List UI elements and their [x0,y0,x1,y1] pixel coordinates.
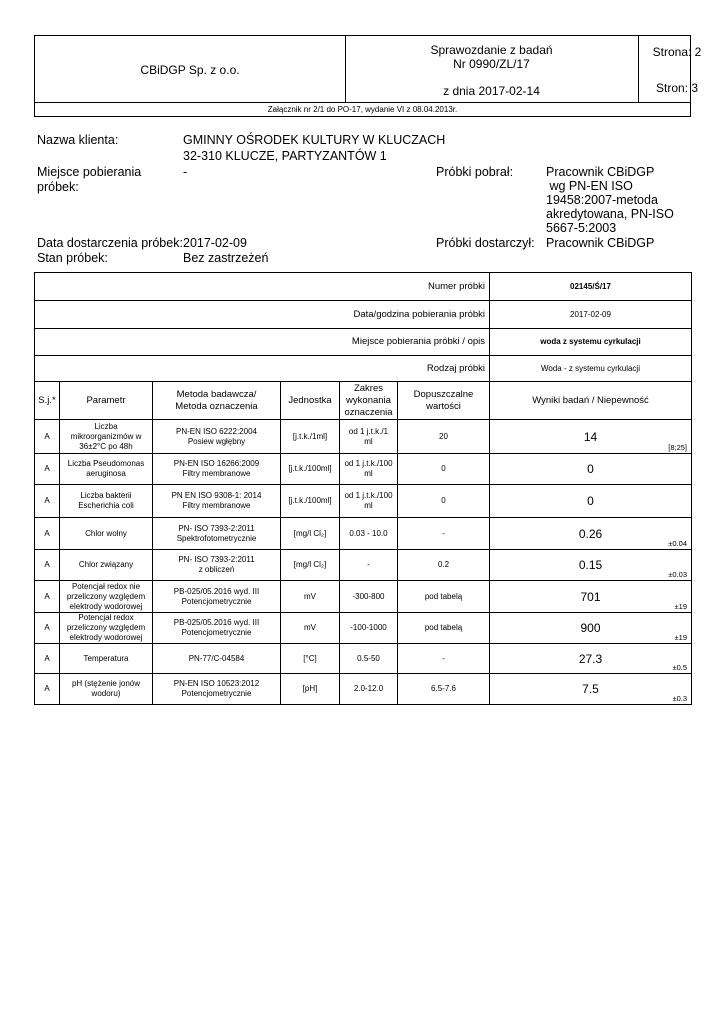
sample-state-label: Stan próbek: [37,251,108,265]
cell-method-line: Potencjometrycznie [181,628,252,637]
cell-range-line: ml [364,469,373,478]
result-uncertainty: ±19 [674,602,687,611]
cell-param-line: pH (stężenie jonów [71,679,141,688]
cell-range-line: ml [364,436,373,446]
cell-sj: A [35,420,60,454]
result-uncertainty: ±0.03 [668,570,687,579]
col-header-sj: S.j.* [35,382,60,420]
cell-method-line: z obliczeń [198,565,235,574]
table-row [35,420,692,454]
cell-method [153,454,281,485]
sample-info-value: Woda - z systemu cyrkulacji [490,356,692,382]
sample-info-label: Rodzaj próbki [35,356,490,382]
sampled-by-line: Pracownik CBiDGP [546,165,655,179]
col-header-range-line: Zakres [353,382,384,394]
result-value: 0.15 [578,558,603,572]
cell-unit: [°C] [281,644,340,674]
cell-result [490,644,692,674]
sampled-by-label: Próbki pobrał: [436,165,514,179]
page-cell [638,36,702,102]
cell-allowed: 0 [398,454,490,485]
cell-method-line: PN- ISO 7393-2:2011 [178,523,255,533]
cell-param-line: Liczba [94,421,118,431]
cell-sj: A [35,674,60,705]
result-uncertainty: ±0.3 [672,694,687,703]
cell-method [153,644,281,674]
cell-param [60,613,153,644]
cell-method-line: PN-EN ISO 6222:2004 [176,426,257,436]
sampling-place-label-1: Miejsce pobierania [37,165,142,179]
cell-method-line: Potencjometrycznie [181,596,252,606]
cell-unit: [j.t.k./100ml] [281,454,340,485]
table-row [35,613,692,644]
cell-result [490,518,692,550]
cell-method-line: Filtry membranowe [182,501,251,510]
client-name-line2: 32-310 KLUCZE, PARTYZANTÓW 1 [183,149,387,163]
cell-param-line: Potencjał redox [78,613,134,622]
cell-allowed: - [398,518,490,550]
cell-allowed: 0.2 [398,550,490,581]
sample-info-row [35,356,692,382]
cell-method-line: PN-EN ISO 16266:2009 [173,459,260,468]
sample-info-row [35,329,692,356]
col-header-param: Parametr [60,382,153,420]
cell-range [340,485,398,518]
cell-range-line: -300-800 [352,591,385,601]
cell-result [490,485,692,518]
cell-result [490,581,692,613]
report-date: z dnia 2017-02-14 [443,84,540,98]
result-uncertainty: ±19 [674,633,687,642]
cell-method [153,420,281,454]
annex-note: Załącznik nr 2/1 do PO-17, wydanie VI z 08.04.2013r. [35,102,690,117]
cell-allowed: 6.5-7.6 [398,674,490,705]
cell-range-line: ml [364,501,373,510]
company-cell [35,36,346,102]
cell-method-line: Filtry membranowe [182,469,251,478]
cell-range [340,613,398,644]
sample-state-value: Bez zastrzeżeń [183,251,269,265]
company-name: CBiDGP Sp. z o.o. [140,63,240,77]
report-info-cell [345,36,639,102]
cell-param-line: mikroorganizmów w [70,431,142,441]
delivered-by-label: Próbki dostarczył: [436,236,535,250]
col-header-unit: Jednostka [281,382,340,420]
cell-sj: A [35,550,60,581]
result-uncertainty: ±0.04 [668,539,687,548]
table-row [35,674,692,705]
cell-param-line: Chlor związany [78,560,134,569]
table-row [35,518,692,550]
cell-result [490,420,692,454]
result-value: 0 [587,462,594,476]
cell-method-line: PN-EN ISO 10523:2012 [173,679,260,688]
cell-param [60,674,153,705]
table-row [35,644,692,674]
sample-info-value: 2017-02-09 [490,301,692,329]
cell-sj: A [35,454,60,485]
cell-param-line: Temperatura [83,653,129,663]
cell-param-line: przeliczony względem [66,623,146,632]
cell-param [60,420,153,454]
cell-result [490,550,692,581]
result-value: 900 [580,621,601,635]
cell-sj: A [35,518,60,550]
cell-method-line: PB-025/05.2016 wyd. III [173,618,260,627]
cell-param-line: aeruginosa [86,469,126,478]
cell-method-line: Spektrofotometrycznie [176,533,257,543]
cell-result [490,674,692,705]
sampling-place-value: - [183,165,188,179]
cell-param [60,550,153,581]
result-value: 0.26 [578,526,603,541]
sampled-by-line: 5667-5:2003 [546,221,617,235]
cell-sj: A [35,485,60,518]
result-value: 0 [587,494,594,508]
cell-param-line: przeliczony względem [66,591,146,601]
sampled-by-line: akredytowana, PN-ISO [546,207,674,221]
sample-info-row [35,301,692,329]
cell-allowed: 0 [398,485,490,518]
cell-param-line: Chlor wolny [85,528,127,538]
delivery-date-value: 2017-02-09 [183,236,247,250]
col-header-allowed-line: Dopuszczalne [413,388,474,400]
col-header-method-line: Metoda oznaczenia [175,400,258,412]
cell-range [340,454,398,485]
cell-allowed: 20 [398,420,490,454]
cell-param-line: elektrody wodorowej [69,633,143,642]
sample-info-row [35,273,692,301]
cell-param-line: elektrody wodorowej [69,601,143,611]
pages-total: Stron: 3 [655,81,699,95]
report-header [34,35,702,117]
cell-unit: [j.t.k./100ml] [281,485,340,518]
cell-unit: [pH] [281,674,340,705]
cell-param-line: Liczba bakterii [80,491,132,500]
client-name-line1: GMINNY OŚRODEK KULTURY W KLUCZACH [183,133,446,147]
col-header-method-line: Metoda badawcza/ [176,388,257,400]
cell-method-line: PB-025/05.2016 wyd. III [173,586,260,596]
cell-param [60,454,153,485]
sample-info-label: Data/godzina pobierania próbki [35,301,490,329]
cell-param [60,485,153,518]
col-header-allowed-line: wartości [426,400,461,412]
cell-method [153,674,281,705]
cell-method-line: PN EN ISO 9308-1: 2014 [171,491,262,500]
cell-method [153,581,281,613]
sampling-place-label-2: próbek: [37,180,79,194]
table-row [35,581,692,613]
cell-method [153,613,281,644]
cell-param [60,581,153,613]
col-header-range-line: oznaczenia [344,406,393,418]
cell-method-line: PN- ISO 7393-2:2011 [178,555,255,564]
cell-unit: [j.t.k./1ml] [281,420,340,454]
cell-param [60,518,153,550]
sample-info-value: woda z systemu cyrkulacji [490,329,692,356]
results-table [34,272,692,705]
cell-param-line: 36±2°C po 48h [79,441,133,451]
cell-param-line: Potencjał redox nie [71,581,141,591]
result-uncertainty: [8;25] [668,443,687,452]
col-header-range-line: wykonania [346,394,391,406]
cell-allowed: pod tabelą [398,581,490,613]
cell-param-line: Escherichia coli [78,501,134,510]
cell-sj: A [35,644,60,674]
result-value: 27.3 [578,651,603,666]
cell-allowed: pod tabelą [398,613,490,644]
sampled-by-line: 19458:2007-metoda [546,193,658,207]
cell-range-line: -100-1000 [350,623,387,632]
table-row [35,550,692,581]
table-row [35,454,692,485]
sample-info-value: 02145/Ś/17 [490,273,692,301]
cell-range-line: - [367,560,370,569]
cell-unit: [mg/l Cl₂] [281,518,340,550]
cell-sj: A [35,613,60,644]
delivered-by-value: Pracownik CBiDGP [546,236,655,250]
cell-unit: mV [281,613,340,644]
cell-range-line: 0.03 - 10.0 [349,528,388,538]
cell-range-line: od 1 j.t.k./100 [344,459,393,468]
cell-range-line: 0.5-50 [357,653,380,663]
sample-info-label: Miejsce pobierania próbki / opis [35,329,490,356]
col-header-range [340,382,398,420]
report-number: Nr 0990/ZL/17 [453,57,530,71]
result-value: 7.5 [582,682,599,696]
delivery-date-label: Data dostarczenia próbek: [37,236,183,250]
cell-result [490,613,692,644]
cell-method [153,518,281,550]
client-name-label: Nazwa klienta: [37,133,119,147]
report-title: Sprawozdanie z badań [430,43,553,57]
result-uncertainty: ±0.5 [672,663,687,672]
cell-range [340,644,398,674]
sampled-by-line: wg PN-EN ISO [546,179,633,193]
cell-method-line: PN-77/C-04584 [188,653,245,663]
cell-allowed: - [398,644,490,674]
cell-unit: [mg/l Cl₂] [281,550,340,581]
cell-method [153,550,281,581]
col-header-allowed [398,382,490,420]
cell-param-line: wodoru) [91,689,121,698]
cell-method [153,485,281,518]
cell-method-line: Posiew wgłębny [187,436,246,446]
cell-range [340,420,398,454]
cell-range-line: od 1 j.t.k./1 [348,426,389,436]
cell-range [340,550,398,581]
cell-unit: mV [281,581,340,613]
cell-range-line: od 1 j.t.k./100 [344,491,393,500]
column-header-row [35,382,692,420]
col-header-results: Wyniki badań / Niepewność [490,382,692,420]
cell-range [340,674,398,705]
cell-sj: A [35,581,60,613]
result-value: 701 [580,589,601,604]
cell-range [340,518,398,550]
sample-info-label: Numer próbki [35,273,490,301]
table-row [35,485,692,518]
cell-param [60,644,153,674]
cell-range [340,581,398,613]
result-value: 14 [583,429,598,444]
cell-method-line: Potencjometrycznie [181,689,252,698]
cell-param-line: Liczba Pseudomonas [67,459,145,468]
page-number: Strona: 2 [652,45,702,59]
cell-range-line: 2.0-12.0 [353,684,384,693]
col-header-method [153,382,281,420]
cell-result [490,454,692,485]
